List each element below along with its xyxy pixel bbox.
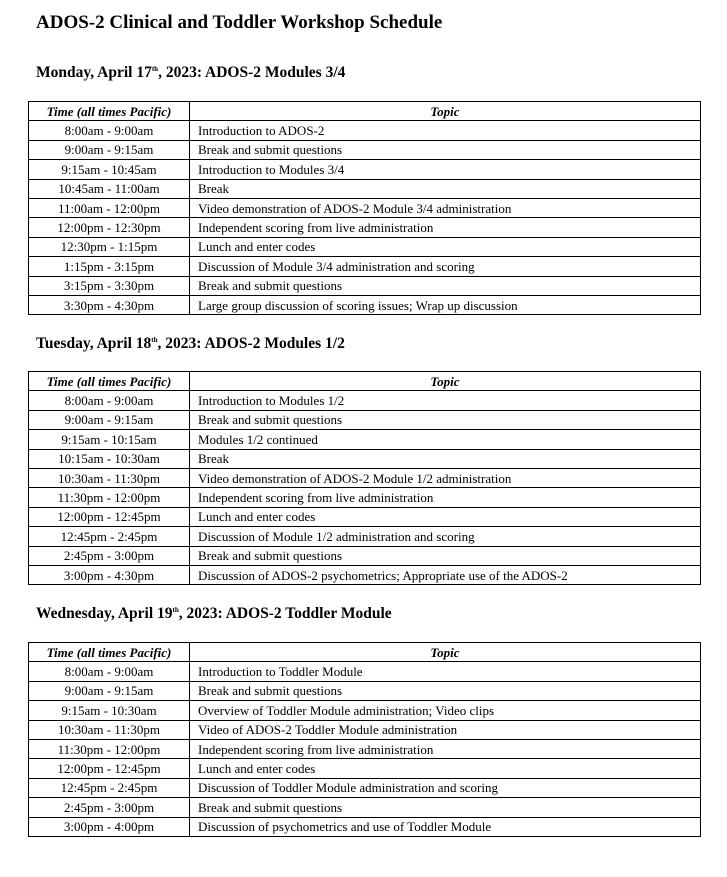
- table-row: [29, 198, 701, 217]
- topic-cell: Video of ADOS-2 Toddler Module administration: [190, 720, 701, 739]
- topic-cell: Introduction to Toddler Module: [190, 662, 701, 681]
- time-cell: 2:45pm - 3:00pm: [29, 546, 190, 565]
- ordinal-suffix: th: [151, 65, 159, 73]
- table-row: [29, 759, 701, 778]
- day-heading-wednesday: [36, 604, 392, 624]
- time-cell: 12:00pm - 12:45pm: [29, 759, 190, 778]
- topic-cell: Break and submit questions: [190, 140, 701, 159]
- topic-column-header: Topic: [190, 643, 701, 662]
- table-row: [29, 468, 701, 487]
- table-row: [29, 257, 701, 276]
- table-row: [29, 546, 701, 565]
- day-heading-rest: , 2023: ADOS-2 Modules 1/2: [157, 335, 345, 352]
- topic-cell: Break and submit questions: [190, 546, 701, 565]
- time-cell: 3:15pm - 3:30pm: [29, 276, 190, 295]
- topic-cell: Discussion of ADOS-2 psychometrics; Appropriate use of the ADOS-2: [190, 565, 701, 584]
- time-cell: 10:30am - 11:30pm: [29, 720, 190, 739]
- topic-cell: Lunch and enter codes: [190, 507, 701, 526]
- topic-cell: Break: [190, 449, 701, 468]
- table-row: [29, 507, 701, 526]
- topic-cell: Break and submit questions: [190, 410, 701, 429]
- topic-cell: Break and submit questions: [190, 681, 701, 700]
- topic-cell: Video demonstration of ADOS-2 Module 3/4 administration: [190, 198, 701, 217]
- day-heading-monday: [36, 63, 345, 83]
- time-cell: 12:45pm - 2:45pm: [29, 778, 190, 797]
- day-heading-rest: , 2023: ADOS-2 Modules 3/4: [158, 64, 346, 81]
- time-cell: 8:00am - 9:00am: [29, 662, 190, 681]
- time-cell: 11:30pm - 12:00pm: [29, 739, 190, 758]
- topic-cell: Independent scoring from live administration: [190, 488, 701, 507]
- table-row: [29, 430, 701, 449]
- table-row: [29, 410, 701, 429]
- day-heading-tuesday: [36, 334, 345, 354]
- topic-cell: Independent scoring from live administration: [190, 218, 701, 237]
- ordinal-suffix: th: [172, 606, 179, 614]
- topic-cell: Introduction to Modules 1/2: [190, 391, 701, 410]
- table-row: [29, 701, 701, 720]
- topic-cell: Discussion of psychometrics and use of Toddler Module: [190, 817, 701, 836]
- time-cell: 12:30pm - 1:15pm: [29, 237, 190, 256]
- time-cell: 10:15am - 10:30am: [29, 449, 190, 468]
- table-row: [29, 662, 701, 681]
- table-row: [29, 179, 701, 198]
- time-cell: 12:45pm - 2:45pm: [29, 527, 190, 546]
- topic-column-header: Topic: [190, 102, 701, 121]
- table-row: [29, 218, 701, 237]
- table-row: [29, 488, 701, 507]
- time-cell: 9:00am - 9:15am: [29, 681, 190, 700]
- table-header-row: [29, 372, 701, 391]
- time-cell: 1:15pm - 3:15pm: [29, 257, 190, 276]
- time-cell: 9:15am - 10:15am: [29, 430, 190, 449]
- time-column-header: Time (all times Pacific): [29, 102, 190, 121]
- time-column-header: Time (all times Pacific): [29, 643, 190, 662]
- schedule-table-wednesday: [28, 642, 701, 837]
- topic-cell: Break and submit questions: [190, 276, 701, 295]
- topic-cell: Discussion of Module 1/2 administration and scoring: [190, 527, 701, 546]
- table-row: [29, 798, 701, 817]
- table-row: [29, 276, 701, 295]
- day-heading-rest: , 2023: ADOS-2 Toddler Module: [178, 605, 392, 622]
- topic-cell: Overview of Toddler Module administration; Video clips: [190, 701, 701, 720]
- time-cell: 8:00am - 9:00am: [29, 121, 190, 140]
- time-cell: 10:45am - 11:00am: [29, 179, 190, 198]
- table-row: [29, 720, 701, 739]
- table-row: [29, 140, 701, 159]
- day-heading-text: Wednesday, April 19: [36, 605, 173, 622]
- table-header-row: [29, 102, 701, 121]
- table-row: [29, 565, 701, 584]
- table-row: [29, 739, 701, 758]
- table-row: [29, 778, 701, 797]
- topic-cell: Independent scoring from live administration: [190, 739, 701, 758]
- page-title: ADOS-2 Clinical and Toddler Workshop Schedule: [36, 12, 443, 33]
- table-row: [29, 391, 701, 410]
- table-row: [29, 817, 701, 836]
- topic-cell: Break: [190, 179, 701, 198]
- time-cell: 9:00am - 9:15am: [29, 410, 190, 429]
- topic-cell: Introduction to ADOS-2: [190, 121, 701, 140]
- topic-cell: Introduction to Modules 3/4: [190, 160, 701, 179]
- table-row: [29, 295, 701, 314]
- table-header-row: [29, 643, 701, 662]
- day-heading-text: Tuesday, April 18: [36, 335, 152, 352]
- time-cell: 8:00am - 9:00am: [29, 391, 190, 410]
- time-cell: 2:45pm - 3:00pm: [29, 798, 190, 817]
- time-cell: 3:00pm - 4:00pm: [29, 817, 190, 836]
- time-cell: 9:15am - 10:45am: [29, 160, 190, 179]
- table-row: [29, 121, 701, 140]
- topic-cell: Discussion of Module 3/4 administration and scoring: [190, 257, 701, 276]
- table-row: [29, 527, 701, 546]
- time-cell: 9:00am - 9:15am: [29, 140, 190, 159]
- topic-cell: Discussion of Toddler Module administration and scoring: [190, 778, 701, 797]
- time-cell: 11:30pm - 12:00pm: [29, 488, 190, 507]
- time-cell: 12:00pm - 12:30pm: [29, 218, 190, 237]
- ordinal-suffix: th: [151, 336, 158, 344]
- topic-cell: Video demonstration of ADOS-2 Module 1/2 administration: [190, 468, 701, 487]
- table-row: [29, 160, 701, 179]
- schedule-table-tuesday: [28, 371, 701, 585]
- table-row: [29, 449, 701, 468]
- time-cell: 12:00pm - 12:45pm: [29, 507, 190, 526]
- topic-column-header: Topic: [190, 372, 701, 391]
- time-cell: 3:00pm - 4:30pm: [29, 565, 190, 584]
- time-column-header: Time (all times Pacific): [29, 372, 190, 391]
- day-heading-text: Monday, April 17: [36, 64, 152, 81]
- topic-cell: Lunch and enter codes: [190, 237, 701, 256]
- time-cell: 10:30am - 11:30pm: [29, 468, 190, 487]
- table-row: [29, 237, 701, 256]
- topic-cell: Large group discussion of scoring issues; Wrap up discussion: [190, 295, 701, 314]
- topic-cell: Lunch and enter codes: [190, 759, 701, 778]
- schedule-table-monday: [28, 101, 701, 315]
- time-cell: 9:15am - 10:30am: [29, 701, 190, 720]
- table-row: [29, 681, 701, 700]
- time-cell: 3:30pm - 4:30pm: [29, 295, 190, 314]
- time-cell: 11:00am - 12:00pm: [29, 198, 190, 217]
- topic-cell: Break and submit questions: [190, 798, 701, 817]
- topic-cell: Modules 1/2 continued: [190, 430, 701, 449]
